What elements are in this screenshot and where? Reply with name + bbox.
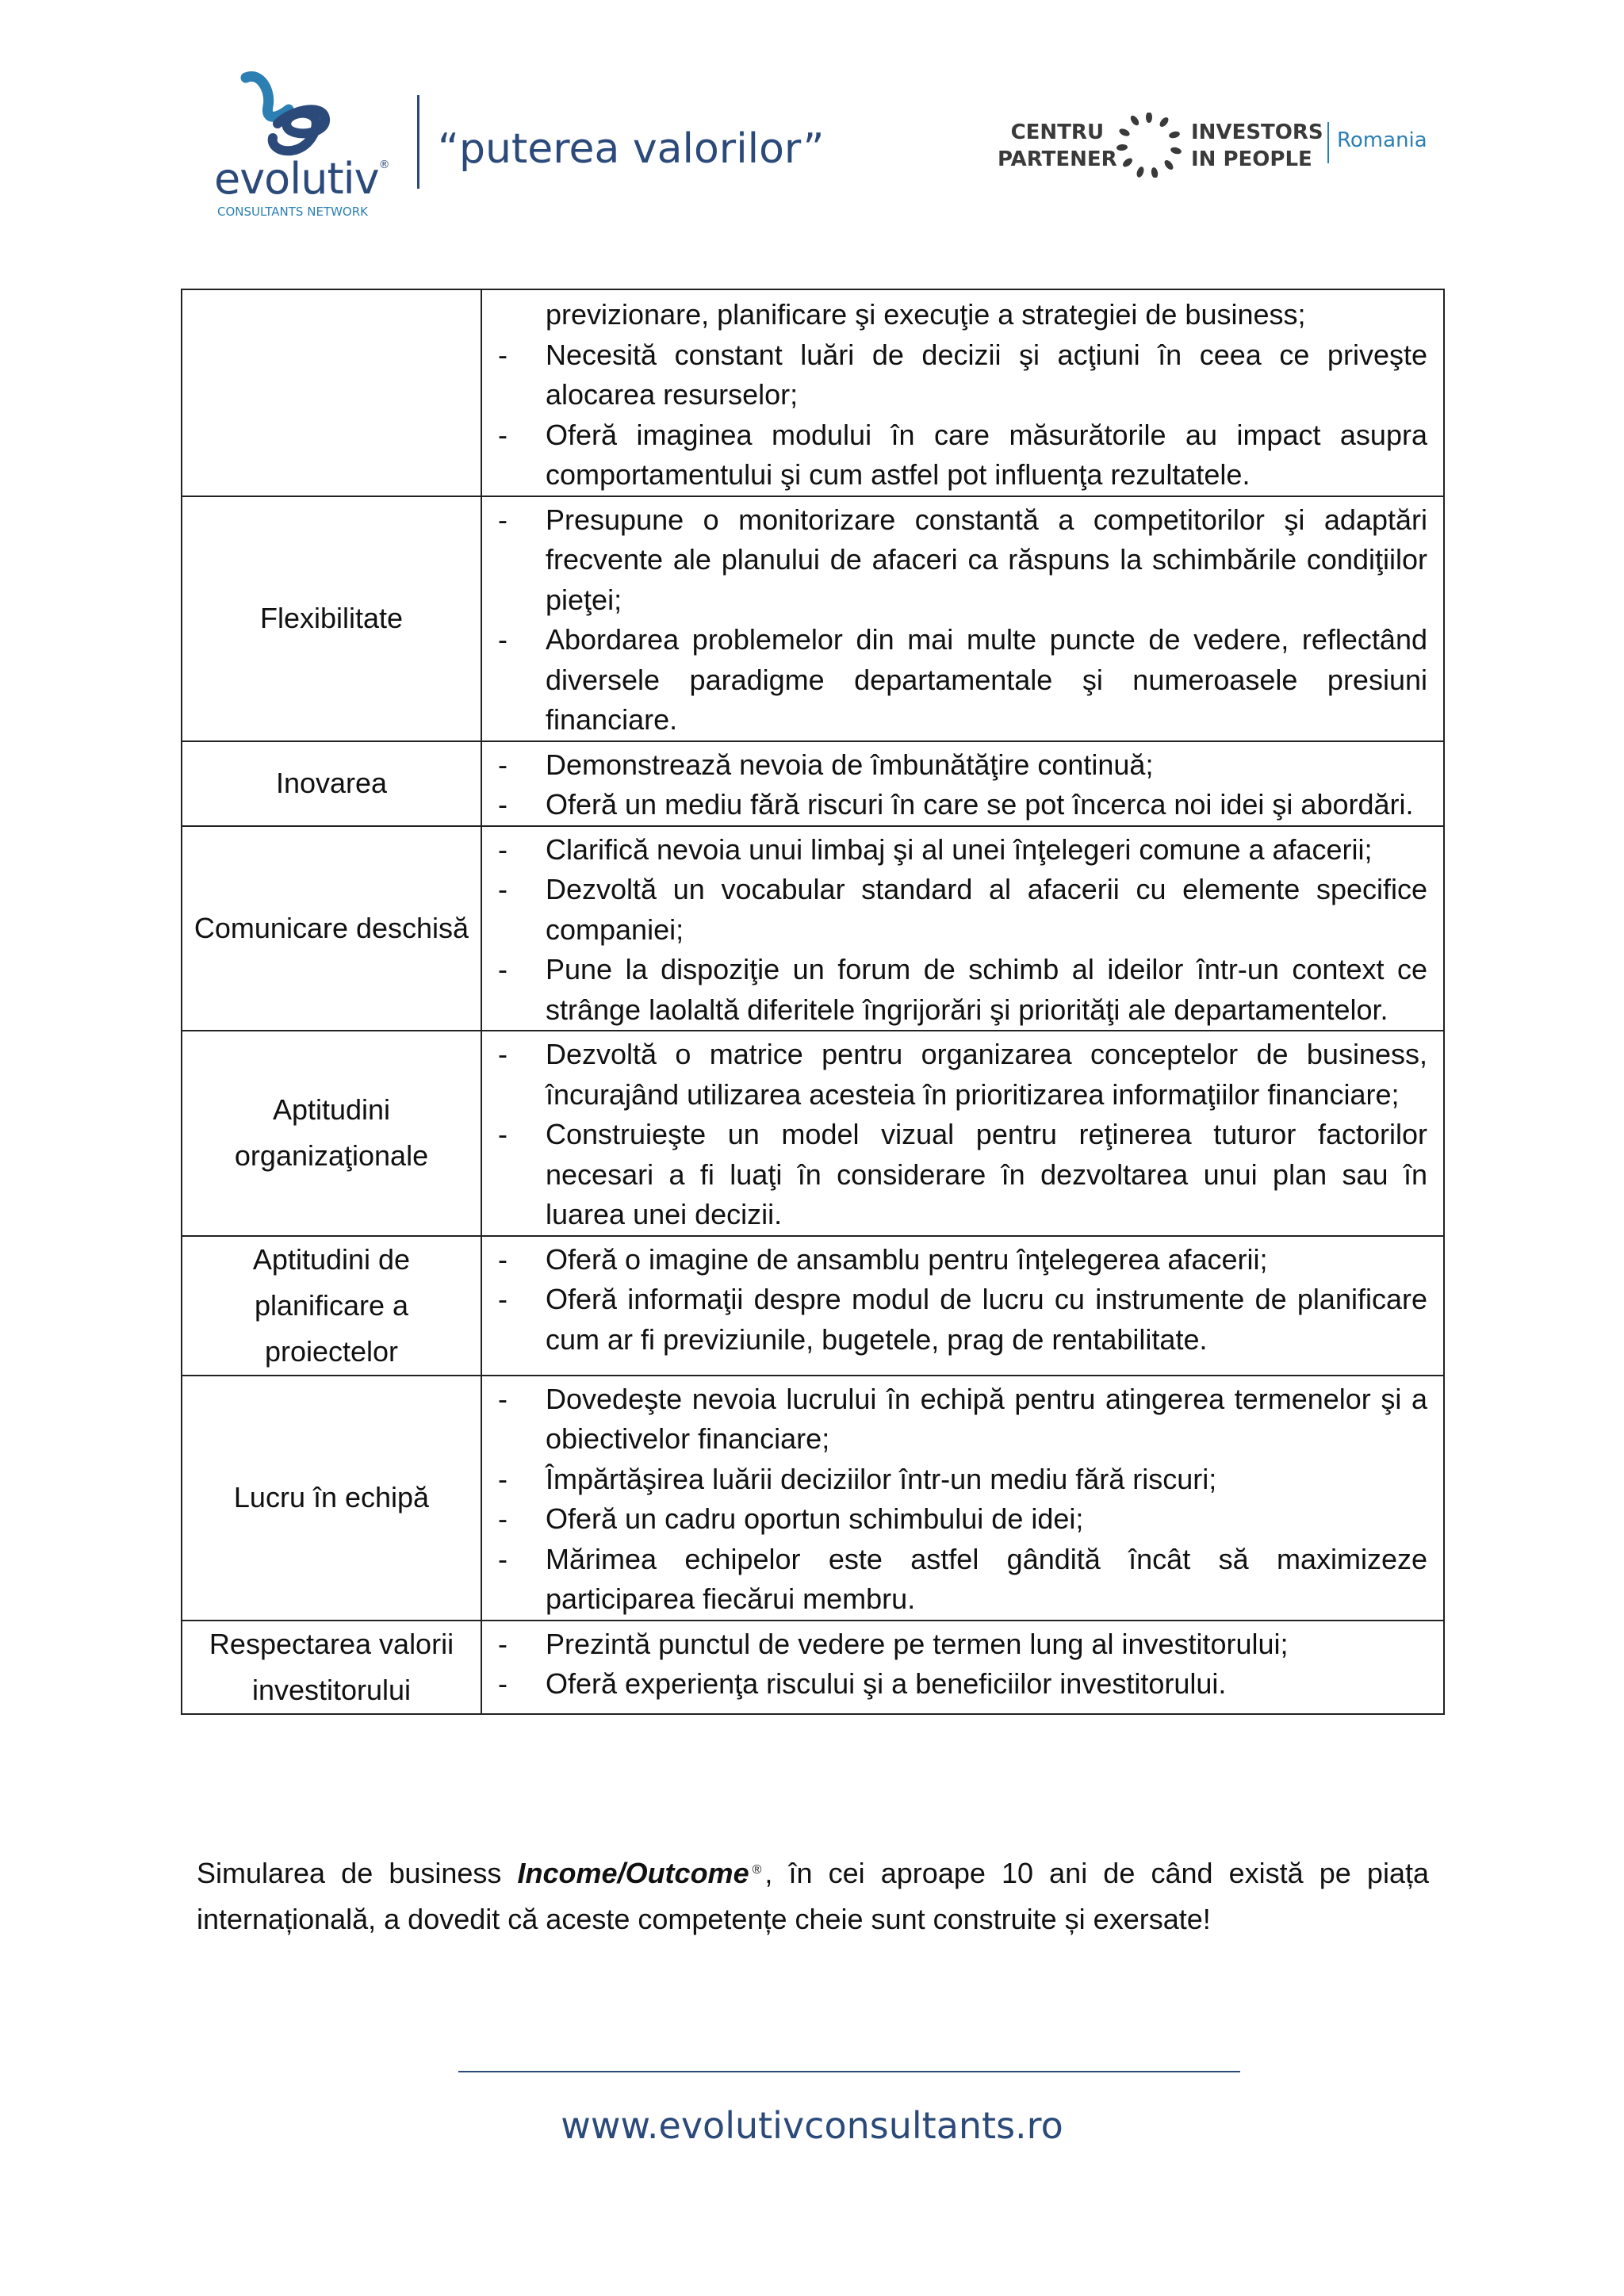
table-body [182,289,1444,1714]
dash-bullet: - [498,1283,508,1315]
list-item-text: Oferă experienţa riscului şi a beneficiilor investitorului. [546,1667,1227,1700]
list-item-text: Presupune o monitorizare constantă a competitorilor şi adaptări frecvente ale planului de afaceri ca răspuns la schimbările condiţiilor pieţei; [546,503,1427,616]
dash-bullet: - [498,1627,508,1660]
list-item-text: Abordarea problemelor din mai multe puncte de vedere, reflectând diversele paradigme departamentale şi numeroasele presiuni financiare. [546,623,1427,736]
list-item-text: Oferă imaginea modului în care măsurătorile au impact asupra comportamentului şi cum astfel pot influenţa rezultatele. [546,418,1427,491]
badge-divider [1327,122,1329,163]
list-item-text: Oferă informaţii despre modul de lucru cu instrumente de planificare cum ar fi previziunile, bugetele, prag de rentabilitate. [546,1283,1427,1356]
competency-label: Lucru în echipă [182,1376,481,1621]
list-item [495,1115,1427,1235]
competency-description [481,741,1444,826]
list-item-text: Prezintă punctul de vedere pe termen lung al investitorului; [546,1627,1289,1660]
dash-bullet: - [498,623,508,656]
footer-rule [458,2071,1240,2072]
list-item-text: Mărimea echipelor este astfel gândită încât să maximizeze participarea fiecărui membru. [546,1542,1427,1615]
list-item-text: Pune la dispoziţie un forum de schimb al ideilor într-un context ce strânge laolaltă diferitele îngrijorări şi priorităţi ale departamentelor. [546,953,1427,1026]
header-divider [417,95,419,189]
list-item-text: Clarifică nevoia unui limbaj şi al unei înţelegeri comune a afacerii; [546,832,1373,866]
dash-bullet: - [498,788,508,821]
dash-bullet: - [498,1118,508,1150]
list-item-text: Oferă o imagine de ansamblu pentru înţelegerea afacerii; [546,1242,1268,1276]
dash-bullet: - [498,748,508,781]
table-row [182,1031,1444,1236]
bullet-list [495,1240,1427,1360]
list-item [495,870,1427,950]
dash-bullet: - [498,338,508,371]
table-row [182,826,1444,1031]
competency-description [481,1236,1444,1376]
list-item [495,745,1427,786]
list-item [495,1460,1427,1500]
competency-label: Comunicare deschisă [182,826,481,1031]
list-item [495,295,1427,335]
list-item [495,1280,1427,1360]
list-item [495,1380,1427,1460]
logo-subtitle: CONSULTANTS NETWORK [217,205,368,219]
bullet-list [495,1624,1427,1705]
dash-bullet: - [498,1502,508,1535]
slogan: “puterea valorilor” [438,125,825,173]
competency-label: Aptitudini de planificare a proiectelor [182,1236,481,1376]
dash-bullet: - [498,873,508,905]
closing-text-end: , în cei aproape 10 ani de când există pe piața internațională, a dovedit că aceste competențe cheie sunt construite și exersate! [197,1857,1429,1935]
competency-description [481,1621,1444,1714]
list-item-text: Construieşte un model vizual pentru reţinerea tuturor factorilor necesari a fi luaţi în considerare în dezvoltarea unui plan sau în luarea unei decizii. [546,1118,1427,1230]
partner-label: CENTRU PARTENER [998,121,1117,171]
list-item [495,620,1427,740]
bullet-list [495,830,1427,1031]
dash-bullet: - [498,832,508,866]
list-item [495,1624,1427,1665]
dash-bullet: - [498,953,508,985]
country-label: Romania [1337,128,1427,152]
bullet-list [495,745,1427,825]
bullet-list [495,1035,1427,1235]
list-item-text: previzionare, planificare şi execuţie a strategiei de business; [546,298,1306,331]
dash-bullet: - [498,1542,508,1575]
table-row [182,1376,1444,1621]
competency-label [182,289,481,496]
dash-bullet: - [498,1242,508,1276]
bullet-list [495,295,1427,496]
list-item-text: Necesită constant luări de decizii şi acţiuni în ceea ce priveşte alocarea resurselor; [546,338,1427,411]
closing-text-start: Simularea de business [197,1857,518,1889]
dash-bullet: - [498,1667,508,1700]
evolutiv-e-logo-icon [236,71,339,159]
dash-bullet: - [498,418,508,451]
competencies-table [181,289,1445,1715]
footer-website-link[interactable]: www.evolutivconsultants.ro [561,2104,1063,2147]
competency-label: Inovarea [182,741,481,826]
list-item [495,500,1427,621]
table-row [182,496,1444,741]
list-item [495,1035,1427,1115]
competency-description [481,826,1444,1031]
list-item-text: Dovedeşte nevoia lucrului în echipă pentru atingerea termenelor şi a obiectivelor financiare; [546,1382,1427,1455]
dash-bullet: - [498,1382,508,1415]
list-item-text: Demonstrează nevoia de îmbunătăţire continuă; [546,748,1154,781]
closing-paragraph [197,1850,1429,1942]
list-item [495,830,1427,871]
dash-bullet: - [498,503,508,536]
bullet-list [495,500,1427,740]
dash-bullet: - [498,1038,508,1070]
list-item [495,1664,1427,1705]
competency-label: Aptitudini organizaţionale [182,1031,481,1236]
list-item [495,1240,1427,1280]
competency-label: Respectarea valorii investitorului [182,1621,481,1714]
table-row [182,1621,1444,1714]
list-item [495,950,1427,1030]
list-item [495,415,1427,496]
list-item [495,785,1427,825]
registered-mark: ® [752,1863,762,1877]
list-item [495,1499,1427,1540]
competency-description [481,496,1444,741]
investors-in-people-badge [998,113,1426,176]
logo-wordmark: evolutiv® [214,154,389,204]
list-item-text: Oferă un cadru oportun schimbului de idei; [546,1502,1084,1535]
table-row [182,741,1444,826]
list-item-text: Dezvoltă un vocabular standard al afacerii cu elemente specifice companiei; [546,873,1427,946]
investors-label: INVESTORS IN PEOPLE [1191,121,1323,171]
competency-description [481,1376,1444,1621]
laurel-ring-icon [1116,113,1182,178]
list-item-text: Oferă un mediu fără riscuri în care se pot încerca noi idei şi abordări. [546,788,1414,821]
list-item-text: Împărtăşirea luării deciziilor într-un mediu fără riscuri; [546,1462,1217,1495]
competency-label: Flexibilitate [182,496,481,741]
table-row [182,289,1444,496]
list-item [495,1540,1427,1620]
product-name: Income/Outcome [517,1857,749,1889]
evolutiv-logo [213,71,403,222]
dash-bullet: - [498,1462,508,1495]
list-item [495,335,1427,415]
list-item-text: Dezvoltă o matrice pentru organizarea conceptelor de business, încurajând utilizarea acesteia în prioritizarea informaţiilor financiare; [546,1038,1427,1111]
bullet-list [495,1380,1427,1620]
competency-description [481,1031,1444,1236]
table-row [182,1236,1444,1376]
competency-description [481,289,1444,496]
